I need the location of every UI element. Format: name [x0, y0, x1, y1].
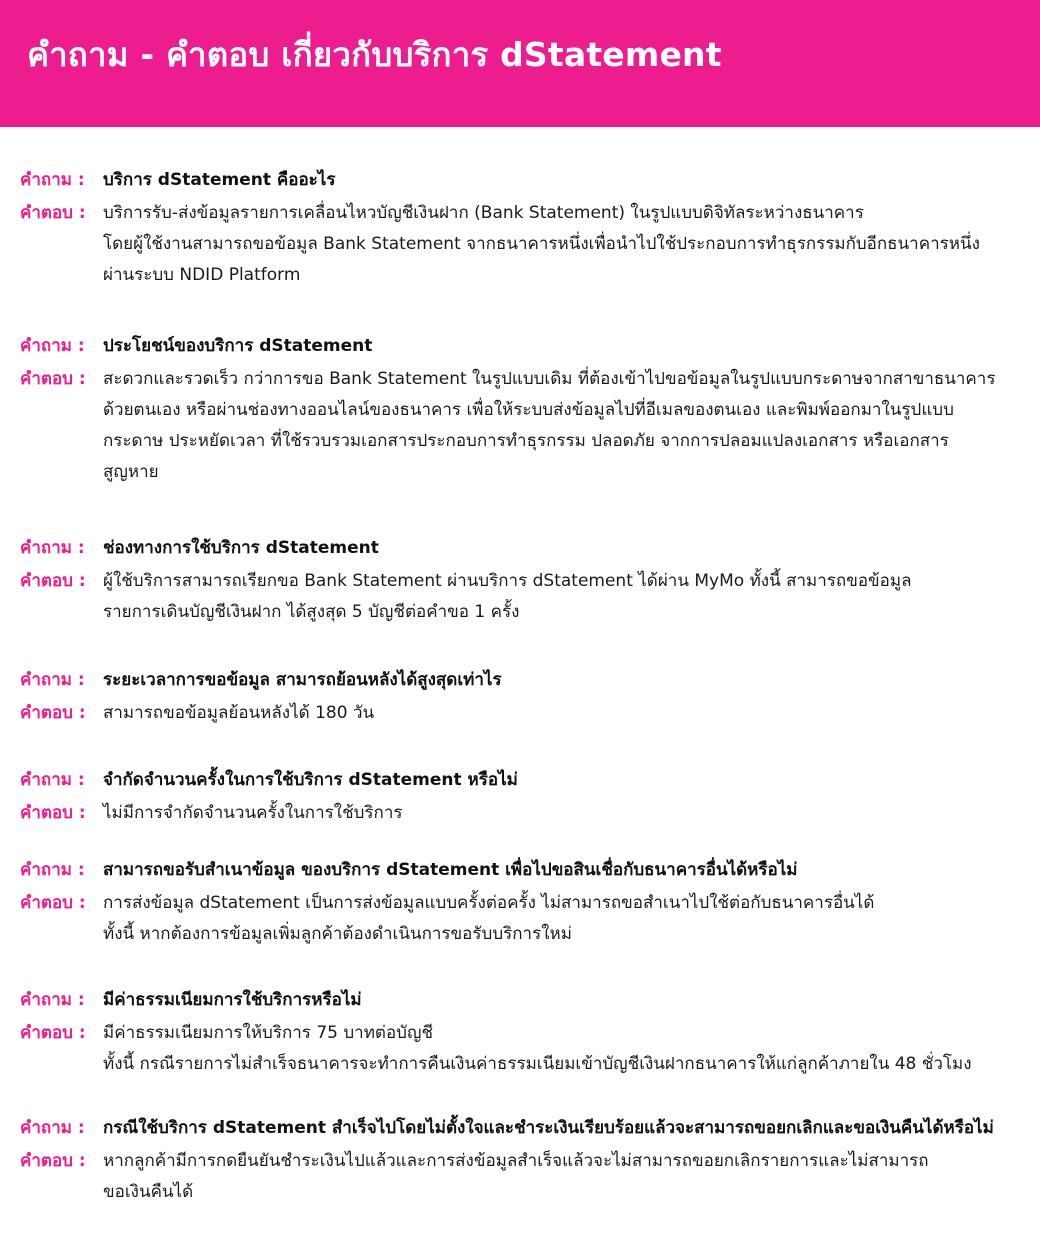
faq-answer-row [20, 198, 1024, 291]
question-text [103, 533, 1024, 564]
question-text [103, 665, 1024, 696]
question-line: ช่องทางการใช้บริการ dStatement [103, 538, 379, 558]
question-text [103, 855, 1024, 886]
question-label: คำถาม : [20, 336, 85, 356]
answer-label: คำตอบ : [20, 203, 86, 223]
question-line: มีค่าธรรมเนียมการใช้บริการหรือไม่ [103, 990, 362, 1010]
answer-label: คำตอบ : [20, 803, 86, 823]
question-text [103, 765, 1024, 796]
question-line: สามารถขอรับสำเนาข้อมูล ของบริการ dStatement เพื่อไปขอสินเชื่อกับธนาคารอื่นได้หรือไม่ [103, 860, 798, 880]
question-line: บริการ dStatement คืออะไร [103, 170, 336, 190]
faq-item [0, 855, 1040, 950]
answer-label: คำตอบ : [20, 893, 86, 913]
answer-line: ผ่านระบบ NDID Platform [103, 265, 301, 285]
faq-question-row [20, 165, 1024, 196]
question-line: ประโยชน์ของบริการ dStatement [103, 336, 373, 356]
faq-question-row [20, 765, 1024, 796]
answer-text [103, 364, 1024, 488]
answer-line: สูญหาย [103, 462, 159, 482]
question-label: คำถาม : [20, 1118, 85, 1138]
faq-answer-row [20, 566, 1024, 628]
question-line: จำกัดจำนวนครั้งในการใช้บริการ dStatement หรือไม่ [103, 770, 518, 790]
answer-line: มีค่าธรรมเนียมการให้บริการ 75 บาทต่อบัญชี [103, 1023, 433, 1043]
answer-label: คำตอบ : [20, 571, 86, 591]
question-text [103, 331, 1024, 362]
question-label: คำถาม : [20, 170, 85, 190]
faq-answer-row [20, 798, 1024, 829]
page-header-band [0, 0, 1040, 127]
faq-answer-row [20, 1146, 1024, 1208]
faq-question-row [20, 855, 1024, 886]
answer-text [103, 198, 1024, 291]
faq-question-row [20, 665, 1024, 696]
answer-line: กระดาษ ประหยัดเวลา ที่ใช้รวบรวมเอกสารประกอบการทำธุรกรรม ปลอดภัย จากการปลอมแปลงเอกสาร หรือเอกสาร [103, 431, 949, 451]
faq-answer-row [20, 888, 1024, 950]
question-line: กรณีใช้บริการ dStatement สำเร็จไปโดยไม่ตั้งใจและชำระเงินเรียบร้อยแล้วจะสามารถขอยกเลิกและขอเงินคืนได้หรือไม่ [103, 1118, 994, 1138]
faq-question-row [20, 1113, 1024, 1144]
answer-text [103, 888, 1024, 950]
answer-label: คำตอบ : [20, 1151, 86, 1171]
answer-text [103, 1018, 1024, 1080]
page-title: คำถาม - คำตอบ เกี่ยวกับบริการ dStatement [27, 35, 722, 74]
answer-text [103, 1146, 1024, 1208]
faq-question-row [20, 533, 1024, 564]
answer-text [103, 698, 1024, 729]
answer-line: ไม่มีการจำกัดจำนวนครั้งในการใช้บริการ [103, 803, 403, 823]
answer-line: โดยผู้ใช้งานสามารถขอข้อมูล Bank Statement จากธนาคารหนึ่งเพื่อนำไปใช้ประกอบการทำธุรกรรมกับอีกธนาคารหนึ่ง [103, 234, 980, 254]
faq-item [0, 665, 1040, 729]
faq-answer-row [20, 364, 1024, 488]
answer-line: สามารถขอข้อมูลย้อนหลังได้ 180 วัน [103, 703, 375, 723]
answer-line: รายการเดินบัญชีเงินฝาก ได้สูงสุด 5 บัญชีต่อคำขอ 1 ครั้ง [103, 602, 520, 622]
answer-line: ด้วยตนเอง หรือผ่านช่องทางออนไลน์ของธนาคาร เพื่อให้ระบบส่งข้อมูลไปที่อีเมลของตนเอง และพิมพ์ออกมาในรูปแบบ [103, 400, 954, 420]
faq-item [0, 533, 1040, 628]
question-label: คำถาม : [20, 770, 85, 790]
faq-item [0, 331, 1040, 488]
question-label: คำถาม : [20, 990, 85, 1010]
answer-line: สะดวกและรวดเร็ว กว่าการขอ Bank Statement ในรูปแบบเดิม ที่ต้องเข้าไปขอข้อมูลในรูปแบบกระดาษจากสาขาธนาคาร [103, 369, 996, 389]
faq-item [0, 985, 1040, 1080]
answer-line: ทั้งนี้ กรณีรายการไม่สำเร็จธนาคารจะทำการคืนเงินค่าธรรมเนียมเข้าบัญชีเงินฝากธนาคารให้แก่ลูกค้าภายใน 48 ชั่วโมง [103, 1054, 972, 1074]
faq-item [0, 765, 1040, 829]
faq-question-row [20, 985, 1024, 1016]
question-label: คำถาม : [20, 538, 85, 558]
answer-line: ขอเงินคืนได้ [103, 1182, 194, 1202]
faq-item [0, 165, 1040, 291]
faq-question-row [20, 331, 1024, 362]
answer-label: คำตอบ : [20, 1023, 86, 1043]
faq-item [0, 1113, 1040, 1208]
faq-answer-row [20, 1018, 1024, 1080]
question-text [103, 165, 1024, 196]
answer-line: ทั้งนี้ หากต้องการข้อมูลเพิ่มลูกค้าต้องดำเนินการขอรับบริการใหม่ [103, 924, 572, 944]
answer-line: หากลูกค้ามีการกดยืนยันชำระเงินไปแล้วและการส่งข้อมูลสำเร็จแล้วจะไม่สามารถขอยกเลิกรายการและไม่สามารถ [103, 1151, 929, 1171]
answer-line: การส่งข้อมูล dStatement เป็นการส่งข้อมูลแบบครั้งต่อครั้ง ไม่สามารถขอสำเนาไปใช้ต่อกับธนาคารอื่นได้ [103, 893, 875, 913]
question-text [103, 1113, 1024, 1144]
question-label: คำถาม : [20, 860, 85, 880]
question-label: คำถาม : [20, 670, 85, 690]
answer-text [103, 566, 1024, 628]
answer-label: คำตอบ : [20, 369, 86, 389]
faq-answer-row [20, 698, 1024, 729]
answer-text [103, 798, 1024, 829]
answer-line: บริการรับ-ส่งข้อมูลรายการเคลื่อนไหวบัญชีเงินฝาก (Bank Statement) ในรูปแบบดิจิทัลระหว่างธนาคาร [103, 203, 864, 223]
answer-line: ผู้ใช้บริการสามารถเรียกขอ Bank Statement ผ่านบริการ dStatement ได้ผ่าน MyMo ทั้งนี้ สามารถขอข้อมูล [103, 571, 912, 591]
question-text [103, 985, 1024, 1016]
answer-label: คำตอบ : [20, 703, 86, 723]
question-line: ระยะเวลาการขอข้อมูล สามารถย้อนหลังได้สูงสุดเท่าไร [103, 670, 502, 690]
